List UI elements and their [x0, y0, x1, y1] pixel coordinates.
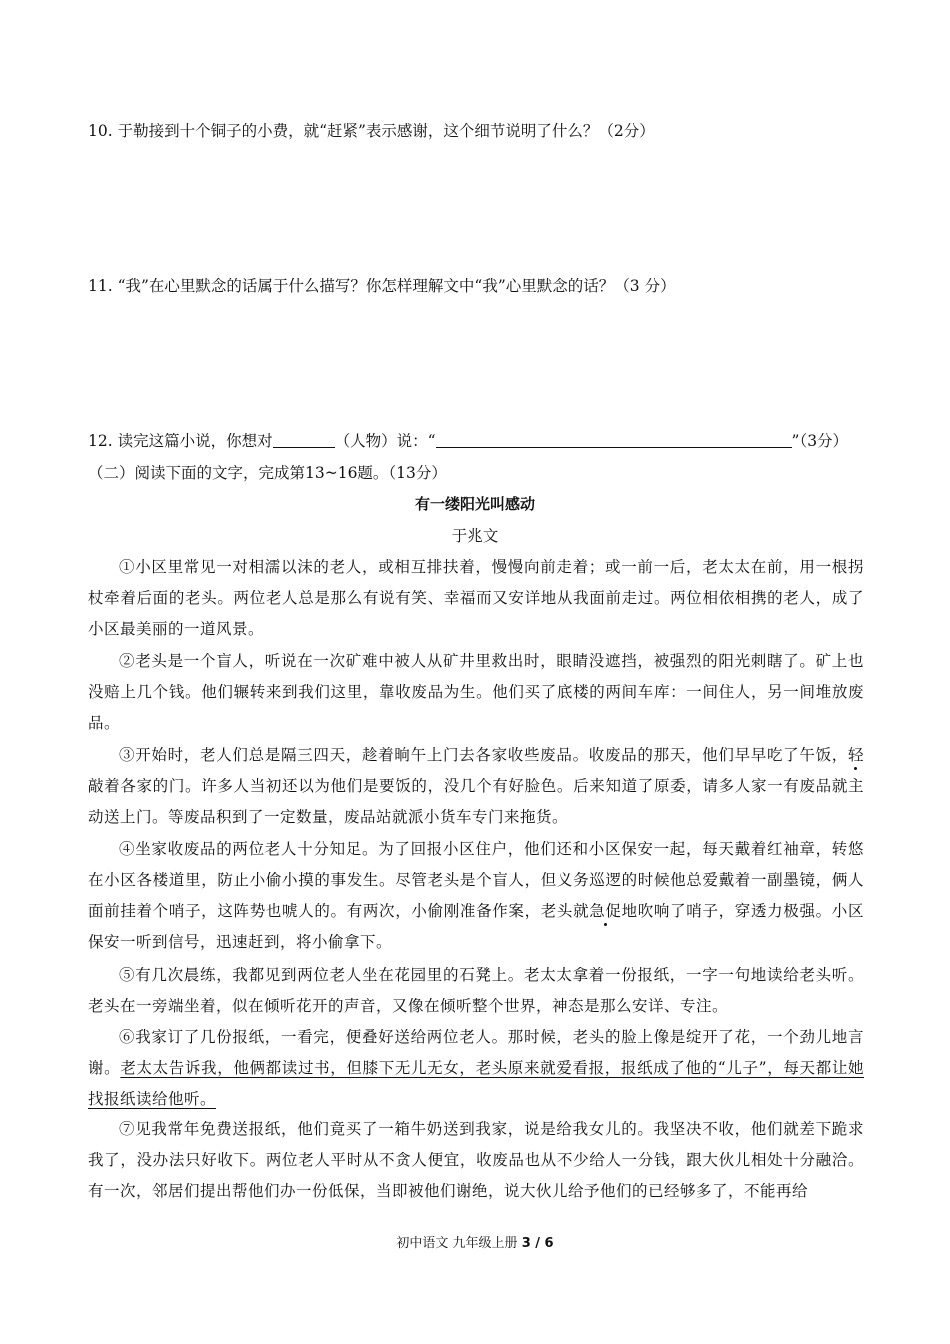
paragraph-3-part-b: 敲着各家的门。许多人当初还以为他们是要饭的，没几个有好脸色。后来知道了原委，请多人家一有废品就主动送上门。等废品积到了一定数量，废品站就派小货车专门来拖货。: [88, 777, 864, 826]
paragraph-2: ②老头是一个盲人，听说在一次矿难中被人从矿井里救出时，眼睛没遮挡，被强烈的阳光刺瞎了。矿上也没赔上几个钱。他们辗转来到我们这里，靠收废品为生。他们买了底楼的两间车库：一间住人，另一间堆放废品。: [88, 652, 864, 732]
paragraph-1: ①小区里常见一对相濡以沫的老人，或相互排扶着，慢慢向前走着；或一前一后，老太太在前，用一根拐杖牵着后面的老头。两位老人总是那么有说有笑、幸福而又安详地从我面前走过。两位相依相携的老人，成了小区最美丽的一道风景。: [88, 558, 864, 638]
section-2-intro: （二）阅读下面的文字，完成第13~16题。（13分）: [88, 464, 447, 482]
question-12-mid: （人物）说：“: [334, 432, 436, 450]
emphasis-dot-word: 轻: [847, 746, 864, 764]
page-footer: [0, 1232, 950, 1251]
paragraph-4-part-a: ④坐家收废品的两位老人十分知足。为了回报小区住户，他们还和小区保安一起，每天戴着红袖章，转悠在小区各楼道里，防止小偷小摸的事发生。尽管老头是个盲人，但义务巡逻的时候他总爱戴着一副墨镜，俩人面前挂着个哨子，这阵势也唬人的。有两次，小偷刚准备作案，老头就: [88, 840, 864, 920]
paragraph-3: [88, 740, 864, 833]
paragraph-6: [88, 1022, 864, 1115]
paragraph-6-part-a: ⑥我家订了几份报纸，一看完，便叠好送给两位老人。那时候，老头的脸上像是绽开了花，一个劲儿地言谢。: [88, 1028, 864, 1077]
question-11: 11. “我”在心里默念的话属于什么描写？你怎样理解文中“我”心里默念的话？（3 分）: [88, 277, 676, 295]
paragraph-3-part-a: ③开始时，老人们总是隔三四天，趁着晌午上门去各家收些废品。收废品的那天，他们早早吃了午饭，: [119, 746, 848, 764]
speech-answer-blank: [436, 433, 792, 448]
question-12-suffix: ”（3分）: [791, 432, 849, 450]
paragraph-5: ⑤有几次晨练，我都见到两位老人坐在花园里的石凳上。老太太拿着一份报纸，一字一句地读给老头听。老头在一旁端坐着，似在倾听花开的声音，又像在倾听整个世界，神态是那么安详、专注。: [88, 966, 864, 1015]
article-title: 有一缕阳光叫感动: [414, 495, 535, 513]
question-12-prefix: 12. 读完这篇小说，你想对: [88, 432, 273, 450]
question-10: 10. 于勒接到十个铜子的小费，就“赶紧”表示感谢，这个细节说明了什么？（2分）: [88, 122, 655, 140]
footer-text: 初中语文 九年级上册: [396, 1236, 518, 1251]
paragraph-4: [88, 834, 864, 958]
question-12: [88, 430, 848, 452]
page-number: 3 / 6: [521, 1236, 554, 1251]
paragraph-4-part-b: 地吹响了哨子，穿透力极强。小区保安一听到信号，迅速赶到，将小偷拿下。: [88, 902, 864, 951]
person-answer-blank: [273, 433, 335, 448]
paragraph-7: ⑦见我常年免费送报纸，他们竟买了一箱牛奶送到我家，说是给我女儿的。我坚决不收，他们就差下跪求我了，没办法只好收下。两位老人平时从不贪人便宜，收废品也从不少给人一分钱，跟大伙儿相处十分融洽。有一次，邻居们提出帮他们办一份低保，当即被他们谢绝，说大伙儿给予他们的已经够多了，不能再给: [88, 1120, 864, 1200]
underlined-sentence: 老太太告诉我，他俩都读过书，但膝下无儿无女，老头原来就爱看报，报纸成了他的“儿子”，每天都让她找报纸读给他听。: [88, 1059, 864, 1108]
emphasis-dot-word-2: 急促: [589, 902, 622, 920]
article-author: 于兆文: [451, 527, 499, 545]
